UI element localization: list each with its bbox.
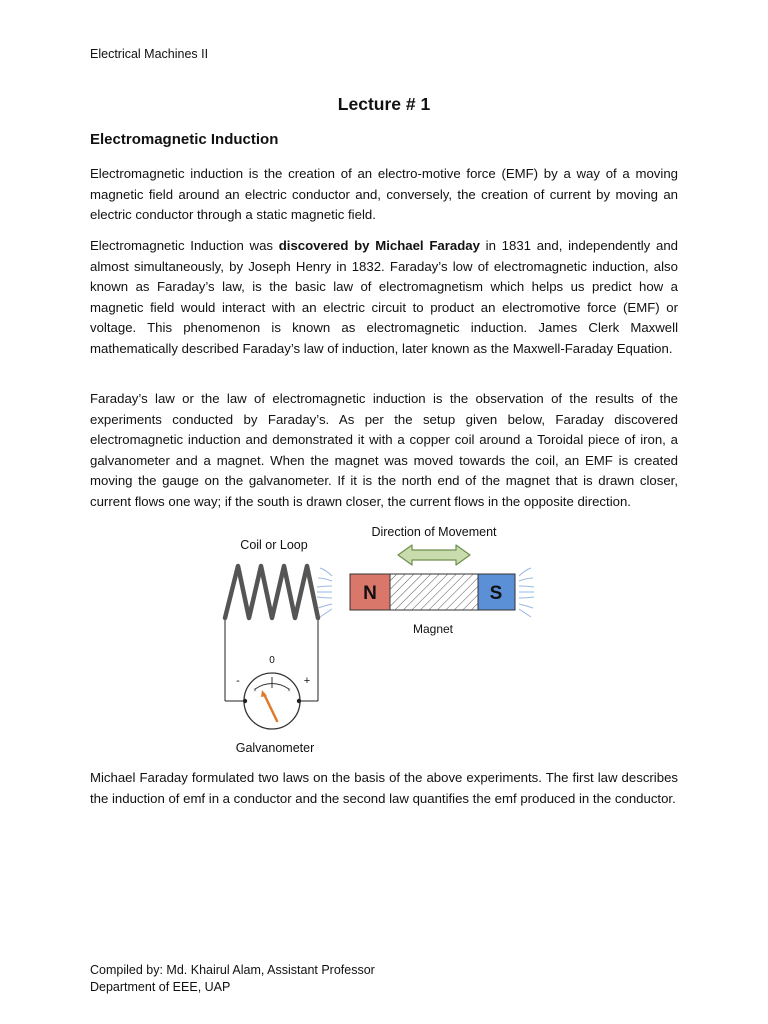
history-bold-text: discovered by Michael Faraday xyxy=(278,238,480,253)
field-lines-right-icon xyxy=(519,568,534,617)
paragraph-history xyxy=(90,236,678,359)
lecture-title: Lecture # 1 xyxy=(337,94,431,114)
section-title: Electromagnetic Induction xyxy=(90,131,279,148)
course-header: Electrical Machines II xyxy=(90,47,209,61)
history-text-end: in 1831 and, independently and almost simultaneously, by Joseph Henry in 1832. Faraday’s low of electromagnetic induction, also known as Faraday’s law, is the basic law of electromagnetism which helps us predict how a magnetic field would interact with an electric circuit to product an electromotive force (EMF) or voltage. This phenomenon is known as electromagnetic induction. James Clerk Maxwell mathematically described Faraday’s law of induction, later known as the Maxwell-Faraday Equation. xyxy=(90,238,678,356)
history-text-start: Electromagnetic Induction was xyxy=(90,238,279,253)
paragraph-experiment: Faraday’s law or the law of electromagnetic induction is the observation of the results of the experiments conducted by Faraday’s. As per the setup given below, Faraday discovered electromagnetic induction and demonstrated it with a copper coil around a Toroidal piece of iron, a galvanometer and a magnet. When the magnet was moved towards the coil, an EMF is created moving the gauge on the galvanometer. If it is the north end of the magnet that is drawn closer, current flows one way; if the south is drawn closer, the current flows in the opposite direction. xyxy=(90,391,678,509)
south-pole-label: S xyxy=(489,583,503,604)
coil-label: Coil or Loop xyxy=(240,538,308,552)
minus-label: - xyxy=(236,675,240,687)
footer xyxy=(90,962,375,996)
scale-x-left: × xyxy=(253,688,257,694)
paragraph-laws: Michael Faraday formulated two laws on the basis of the above experiments. The first law describes the induction of emf in a conductor and the second law quantifies the emf produced in the conductor. xyxy=(90,770,678,806)
paragraph-definition: Electromagnetic induction is the creation of an electro-motive force (EMF) by a way of a moving magnetic field around an electric conductor and, conversely, the creation of current by moving an electric conductor through a static magnetic field. xyxy=(90,166,678,222)
direction-label: Direction of Movement xyxy=(371,525,497,539)
magnet-body xyxy=(390,574,478,610)
field-lines-left-icon xyxy=(317,568,332,617)
footer-compiler: Compiled by: Md. Khairul Alam, Assistant Professor xyxy=(90,963,375,977)
magnet-label: Magnet xyxy=(412,622,454,636)
terminal-left xyxy=(243,699,247,703)
zero-label: 0 xyxy=(269,655,275,666)
scale-x-right: × xyxy=(287,688,291,694)
terminal-right xyxy=(297,699,301,703)
north-pole-label: N xyxy=(363,583,377,604)
double-arrow-icon xyxy=(398,545,470,565)
galvanometer-label: Galvanometer xyxy=(235,741,315,755)
faraday-experiment-diagram xyxy=(215,518,555,763)
coil-icon xyxy=(225,566,318,618)
footer-department: Department of EEE, UAP xyxy=(90,980,231,994)
plus-label: + xyxy=(303,675,311,687)
